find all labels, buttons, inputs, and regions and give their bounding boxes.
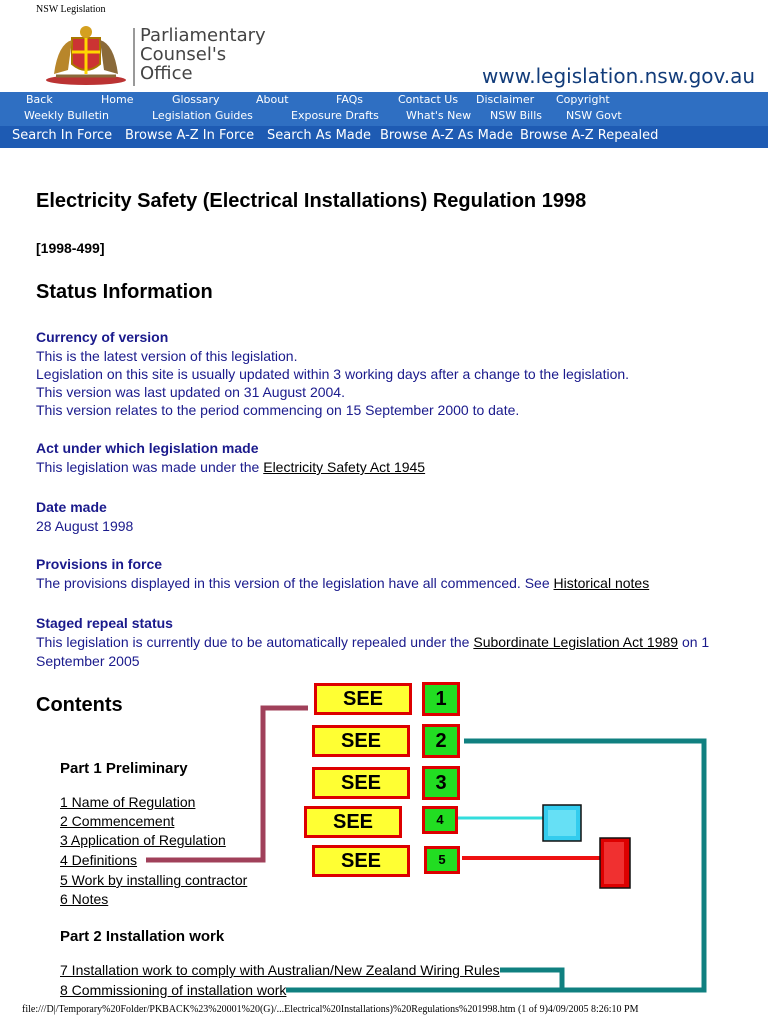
toc-item-7[interactable]: 7 Installation work to comply with Australian/New Zealand Wiring Rules	[60, 962, 500, 978]
number-box-2[interactable]: 2	[422, 724, 460, 758]
nav-contact-us[interactable]: Contact Us	[398, 93, 459, 106]
part-1-heading: Part 1 Preliminary	[60, 760, 188, 777]
currency-line-3: This version was last updated on 31 August 2004.	[36, 384, 345, 400]
nav-legislation-guides[interactable]: Legislation Guides	[152, 109, 253, 122]
regulation-number: [1998-499]	[36, 240, 105, 256]
provisions-text-prefix: The provisions displayed in this version of the legislation have all commenced. See	[36, 575, 554, 591]
nav-browse-az-in-force[interactable]: Browse A-Z In Force	[125, 128, 255, 143]
nav-search-as-made[interactable]: Search As Made	[267, 128, 372, 143]
nav-glossary[interactable]: Glossary	[172, 93, 220, 106]
currency-line-1: This is the latest version of this legislation.	[36, 348, 298, 364]
repeal-text-prefix: This legislation is currently due to be automatically repealed under the	[36, 634, 474, 650]
nav-disclaimer[interactable]: Disclaimer	[476, 93, 535, 106]
repeal-text-line-2: September 2005	[36, 653, 140, 669]
site-url: www.legislation.nsw.gov.au	[482, 64, 756, 88]
nav-whats-new[interactable]: What's New	[406, 109, 472, 122]
office-line-2: Counsel's	[140, 44, 227, 65]
nav-home[interactable]: Home	[101, 93, 134, 106]
repeal-text-tail: on 1	[678, 634, 710, 650]
act-text-prefix: This legislation was made under the	[36, 459, 264, 475]
top-site-label: NSW Legislation	[36, 4, 106, 15]
toc-item-4[interactable]: 4 Definitions	[60, 852, 138, 868]
nav-browse-az-repealed[interactable]: Browse A-Z Repealed	[520, 128, 659, 143]
nav-faqs[interactable]: FAQs	[336, 93, 364, 106]
toc-item-3[interactable]: 3 Application of Regulation	[60, 832, 226, 848]
currency-line-2: Legislation on this site is usually updated within 3 working days after a change to the legislation.	[36, 366, 630, 382]
see-button-4[interactable]: SEE	[304, 806, 402, 838]
number-box-5[interactable]: 5	[424, 846, 460, 874]
repeal-label: Staged repeal status	[36, 615, 173, 631]
connector-teal-branch	[500, 970, 562, 990]
footer-file-path: file:///D|/Temporary%20Folder/PKBACK%23%20001%20(G)/...Electrical%20Installations)%20Regulations%201998.htm (1 of 9)4/09/2005 8:26:10 PM	[22, 1004, 639, 1015]
nav-browse-az-as-made[interactable]: Browse A-Z As Made	[380, 128, 514, 143]
date-made-value: 28 August 1998	[36, 518, 134, 534]
number-box-3[interactable]: 3	[422, 766, 460, 800]
toc-item-8[interactable]: 8 Commissioning of installation work	[60, 982, 287, 998]
connector-maroon	[146, 708, 308, 860]
nav-copyright[interactable]: Copyright	[556, 93, 610, 106]
contents-heading: Contents	[36, 694, 123, 716]
nav-back[interactable]: Back	[26, 93, 53, 106]
subordinate-legislation-link[interactable]: Subordinate Legislation Act 1989	[473, 634, 679, 650]
see-button-1[interactable]: SEE	[314, 683, 412, 715]
number-box-1[interactable]: 1	[422, 682, 460, 716]
number-box-4[interactable]: 4	[422, 806, 458, 834]
nav-nsw-bills[interactable]: NSW Bills	[490, 109, 543, 122]
office-line-3: Office	[140, 63, 193, 84]
office-line-1: Parliamentary	[140, 25, 266, 46]
act-link[interactable]: Electricity Safety Act 1945	[263, 459, 426, 475]
part-2-heading: Part 2 Installation work	[60, 928, 225, 945]
see-button-2[interactable]: SEE	[312, 725, 410, 757]
regulation-title: Electricity Safety (Electrical Installations) Regulation 1998	[36, 190, 587, 212]
date-made-label: Date made	[36, 499, 107, 515]
currency-line-4: This version relates to the period commencing on 15 September 2000 to date.	[36, 402, 520, 418]
toc-item-5[interactable]: 5 Work by installing contractor	[60, 872, 248, 888]
nav-nsw-govt[interactable]: NSW Govt	[566, 109, 622, 122]
toc-item-2[interactable]: 2 Commencement	[60, 813, 175, 829]
act-label: Act under which legislation made	[36, 440, 259, 456]
provisions-label: Provisions in force	[36, 556, 163, 572]
nav-about[interactable]: About	[256, 93, 289, 106]
see-button-5[interactable]: SEE	[312, 845, 410, 877]
toc-item-1[interactable]: 1 Name of Regulation	[60, 794, 196, 810]
nav-weekly-bulletin[interactable]: Weekly Bulletin	[24, 109, 109, 122]
nav-search-in-force[interactable]: Search In Force	[12, 128, 113, 143]
historical-notes-link[interactable]: Historical notes	[553, 575, 650, 591]
see-button-3[interactable]: SEE	[312, 767, 410, 799]
status-heading: Status Information	[36, 281, 213, 303]
toc-item-6[interactable]: 6 Notes	[60, 891, 109, 907]
nav-exposure-drafts[interactable]: Exposure Drafts	[291, 109, 379, 122]
currency-label: Currency of version	[36, 329, 169, 345]
